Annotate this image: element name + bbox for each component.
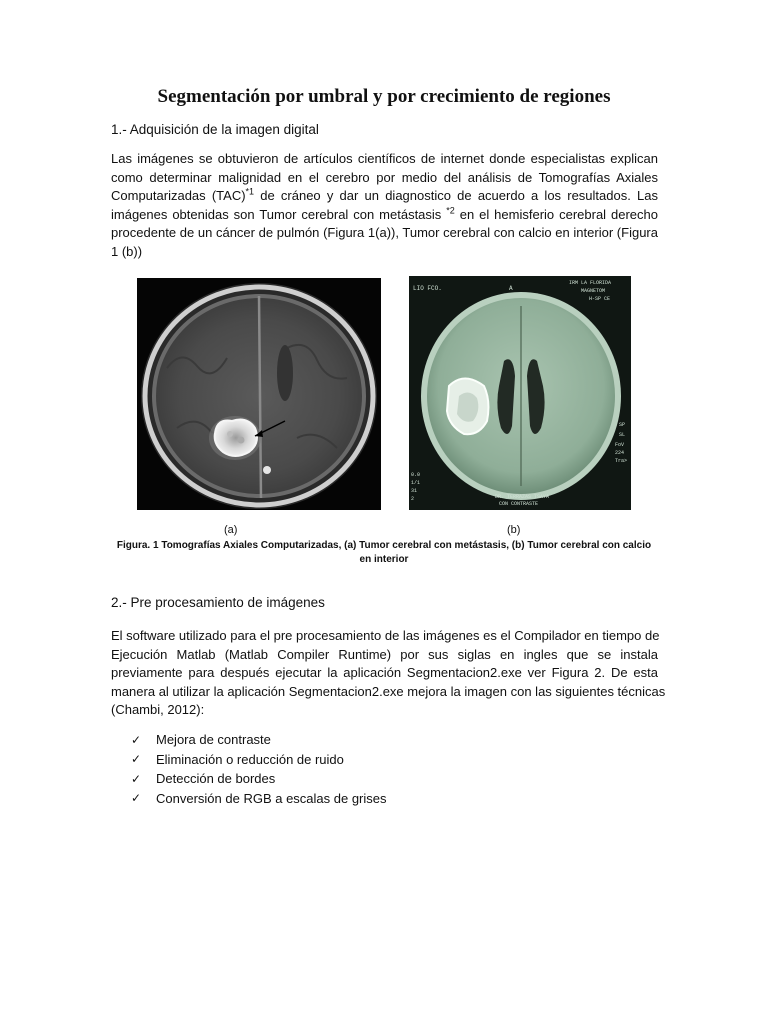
technique-checklist <box>131 730 387 808</box>
section-2-heading: 2.- Pre procesamiento de imágenes <box>111 595 325 610</box>
scan-overlay-text: Tra> <box>615 458 628 464</box>
section-1-heading: 1.- Adquisición de la imagen digital <box>111 122 319 137</box>
text-run: Computarizadas (TAC) <box>111 188 246 204</box>
paragraph-line: como determinar malignidad en el cerebro por medio del análisis de Tomografías Axiales <box>111 169 658 185</box>
paragraph-line <box>111 206 658 225</box>
scan-overlay-text: MAGNETOM <box>581 288 606 294</box>
paragraph-line: Ejecución Matlab (Matlab Compiler Runtime) por sus siglas en ingles que se instala <box>111 646 658 662</box>
checkmark-icon: ✓ <box>131 732 142 747</box>
paragraph-line: previamente para después ejecutar la aplicación Segmentacion2.exe ver Figura 2. De esta <box>111 665 658 681</box>
figure-label-b: (b) <box>507 524 521 536</box>
scan-overlay-text: H-SP CE <box>589 296 611 302</box>
scan-overlay-text: IRM LA FLORIDA <box>569 280 612 286</box>
scan-overlay-text: DR. TERRAZAS TSAYA <box>495 494 550 500</box>
paragraph-line: 1 (b)) <box>111 243 143 259</box>
paragraph-line: El software utilizado para el pre procesamiento de las imágenes es el Compilador en tiempo de <box>111 628 660 643</box>
scan-overlay-text: 0.0 <box>411 472 421 478</box>
figure-caption-line: Figura. 1 Tomografías Axiales Computarizadas, (a) Tumor cerebral con metástasis, (b) Tumor cerebral con calcio <box>116 540 652 551</box>
scan-overlay-text: FoV <box>615 442 625 448</box>
figure-label-a: (a) <box>224 524 238 536</box>
checklist-item-label: Conversión de RGB a escalas de grises <box>156 790 387 806</box>
paragraph-line: Las imágenes se obtuvieron de artículos científicos de internet donde especialistas explican <box>111 151 658 166</box>
checkmark-icon: ✓ <box>131 791 142 806</box>
scan-overlay-text: SL <box>619 432 626 438</box>
text-run: imágenes obtenidas son Tumor cerebral con metástasis <box>111 206 447 222</box>
footnote-mark: *1 <box>245 186 255 197</box>
scan-overlay-text: 1/1 <box>411 480 421 486</box>
paragraph-line <box>111 187 658 206</box>
scan-overlay-text: 31 <box>411 488 418 494</box>
paragraph-line: (Chambi, 2012): <box>111 702 205 718</box>
checklist-item <box>131 730 387 750</box>
footnote-mark: *2 <box>446 205 455 216</box>
text-run: de cráneo y dar un diagnostico de acuerdo a los resultados. Las <box>254 188 658 204</box>
checkmark-icon: ✓ <box>131 752 142 767</box>
checklist-item-label: Eliminación o reducción de ruido <box>156 751 344 767</box>
paragraph-line: manera al utilizar la aplicación Segmentacion2.exe mejora la imagen con las siguientes técnicas <box>111 683 666 699</box>
scan-overlay-text: 224 <box>615 450 625 456</box>
paragraph-line: procedente de un cáncer de pulmón (Figura 1(a)), Tumor cerebral con calcio en interior (Figura <box>111 225 658 241</box>
brain-scan-image-a <box>137 278 381 510</box>
text-run: en el hemisferio cerebral derecho <box>454 206 658 222</box>
brain-scan-image-b <box>409 276 631 510</box>
scan-overlay-text: SP <box>619 422 626 428</box>
scan-overlay-text: LIO FCO. <box>413 285 442 292</box>
scan-overlay-text: 2 <box>411 496 415 502</box>
scan-overlay-text: CON CONTRASTE <box>499 501 539 507</box>
checklist-item <box>131 769 387 789</box>
section-2-paragraph <box>111 627 666 720</box>
figure-caption <box>100 539 668 567</box>
checklist-item-label: Detección de bordes <box>156 771 276 787</box>
checklist-item <box>131 789 387 809</box>
checklist-item <box>131 750 387 770</box>
checklist-item-label: Mejora de contraste <box>156 732 271 748</box>
checkmark-icon: ✓ <box>131 771 142 786</box>
scan-overlay-text: A <box>509 285 513 292</box>
section-1-paragraph <box>111 150 658 262</box>
page-title: Segmentación por umbral y por crecimiento de regiones <box>157 86 611 107</box>
figure-caption-line: en interior <box>359 554 409 565</box>
